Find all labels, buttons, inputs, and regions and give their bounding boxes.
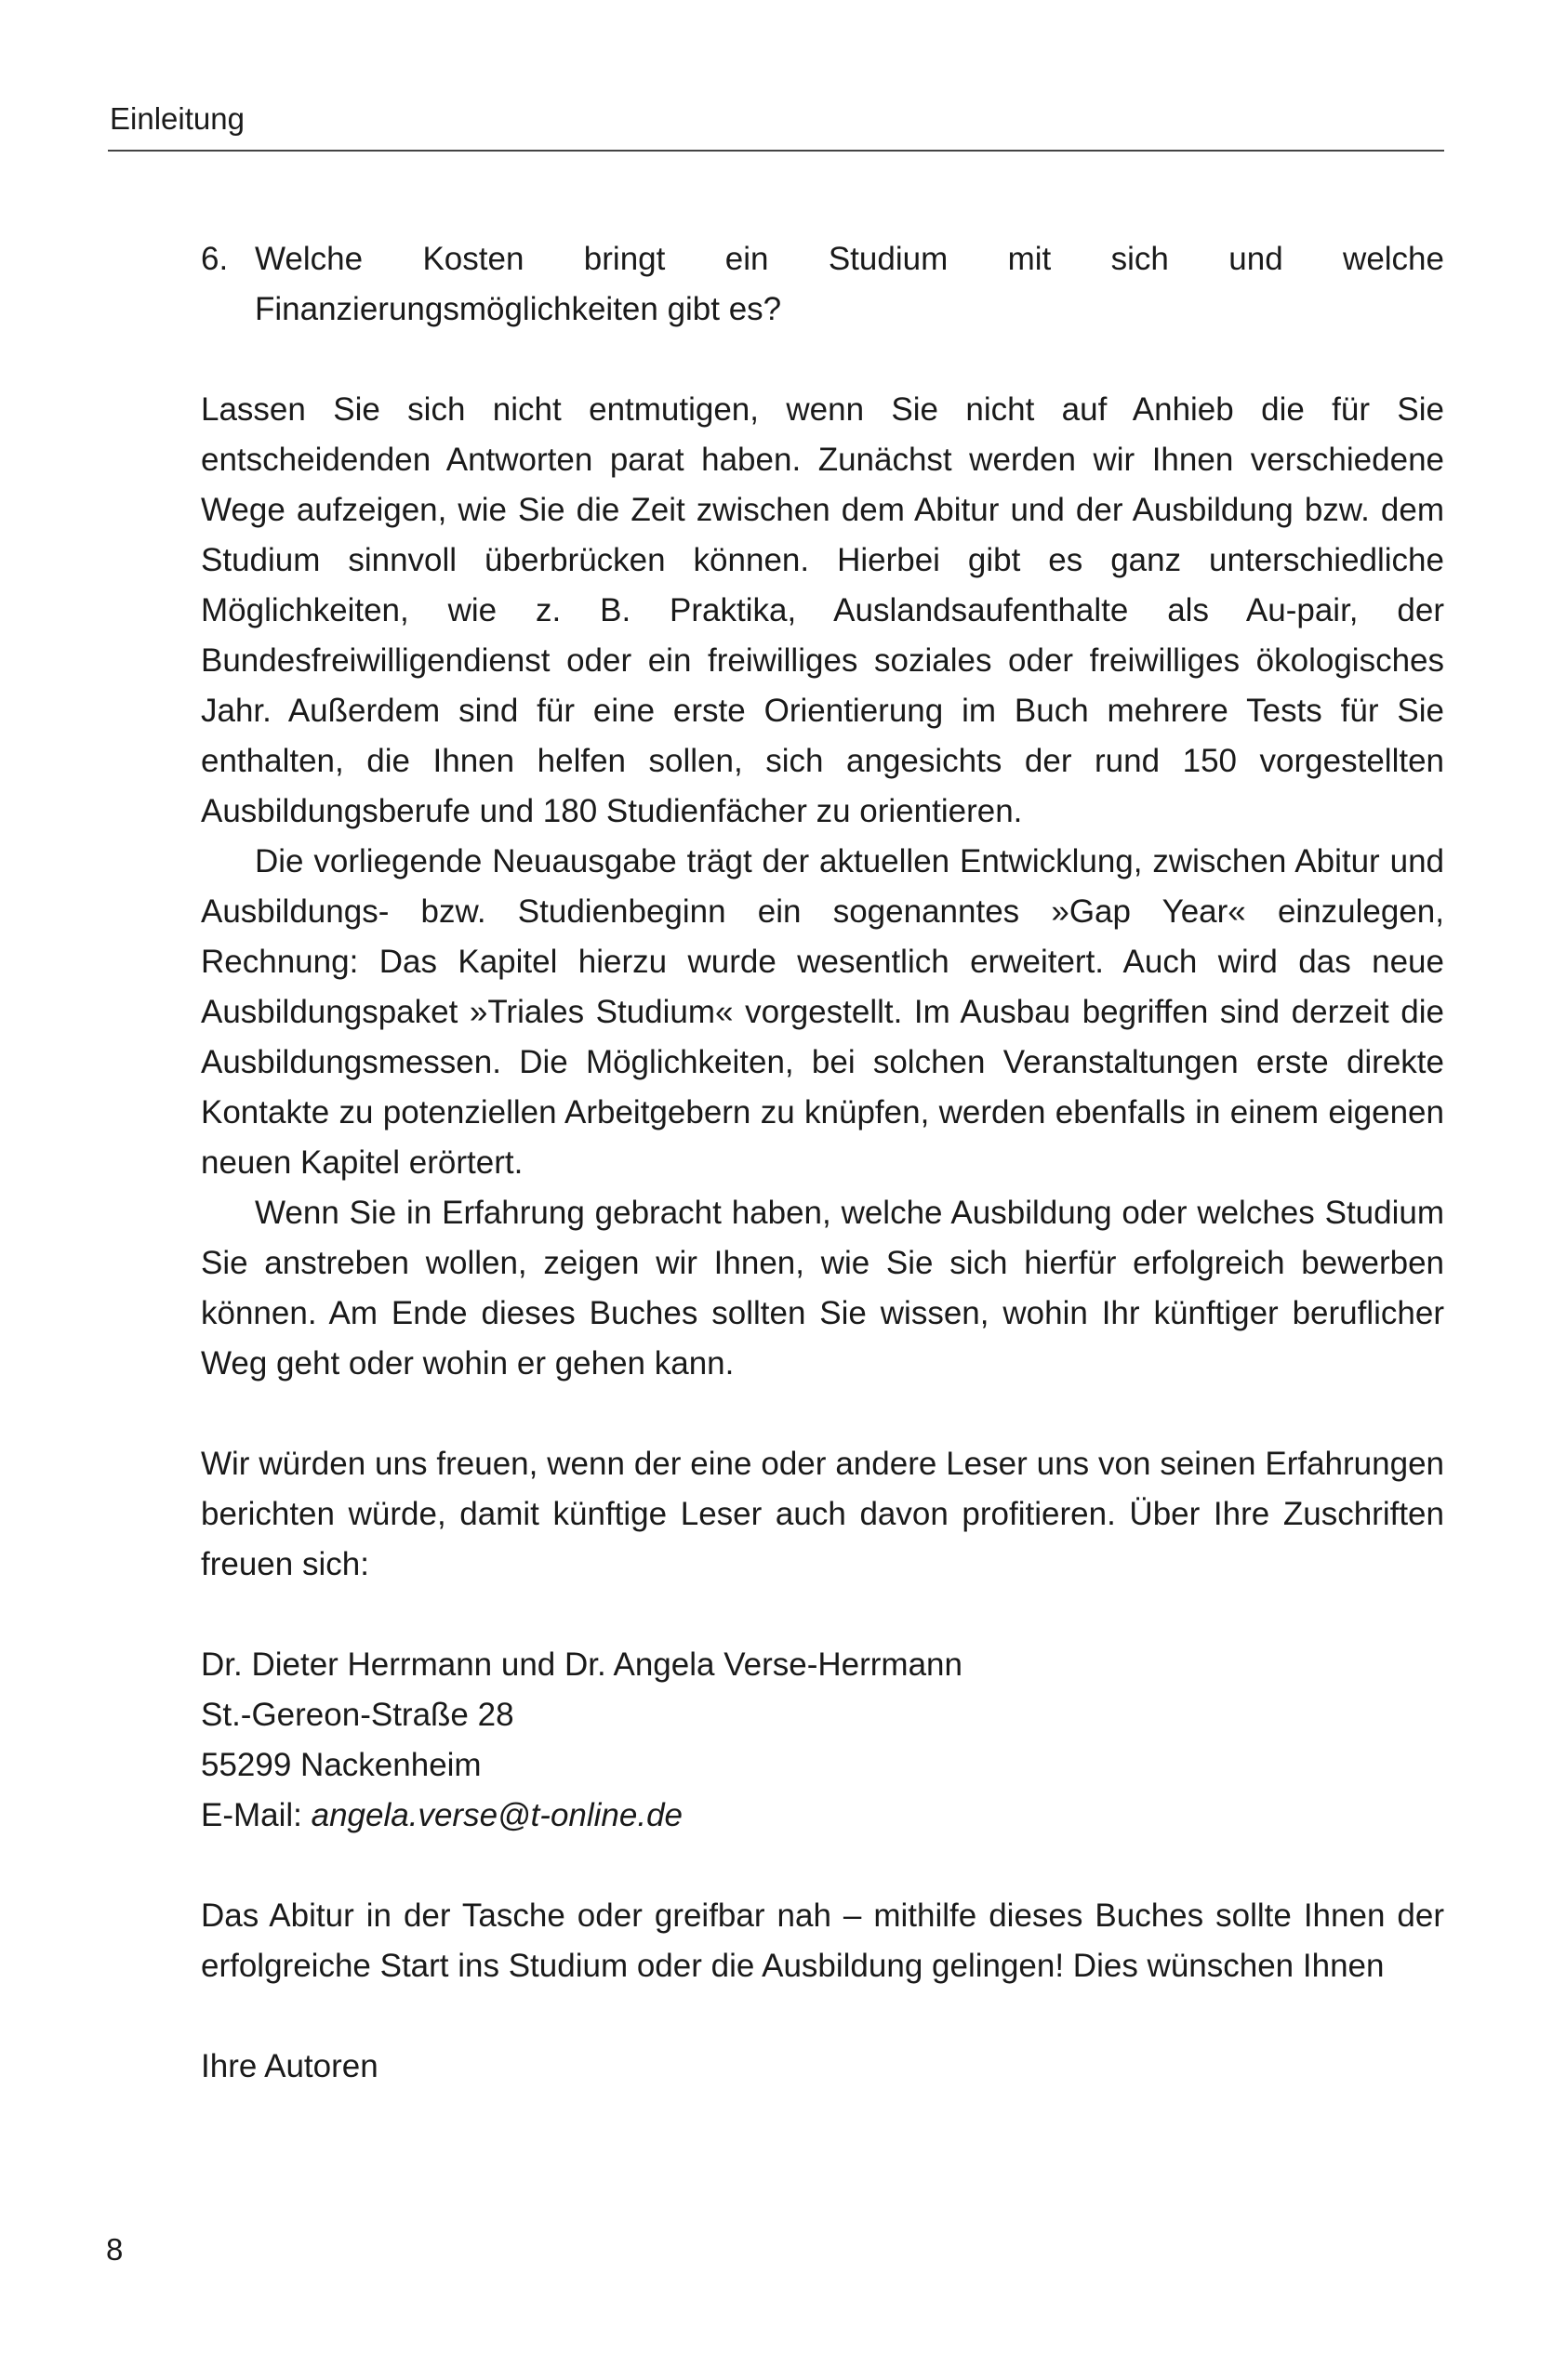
spacer — [201, 1389, 1444, 1439]
spacer — [201, 335, 1444, 385]
paragraph-application: Wenn Sie in Erfahrung gebracht haben, welche Ausbildung oder welches Studium Sie anstreben wollen, zeigen wir Ihnen, wie Sie sich hierfür erfolgreich bewerben können. Am Ende dieses Buches sollten Sie wissen, wohin Ihr künftiger beruflicher Weg geht oder wohin er gehen kann. — [201, 1195, 1444, 1382]
page-body — [201, 234, 1444, 2092]
list-item — [201, 234, 1444, 335]
running-head: Einleitung — [110, 101, 245, 136]
address-street: St.-Gereon-Straße 28 — [201, 1697, 514, 1733]
address-names: Dr. Dieter Herrmann und Dr. Angela Verse-Herrmann — [201, 1646, 962, 1683]
email-label: E-Mail: — [201, 1797, 312, 1833]
paragraph-feedback: Wir würden uns freuen, wenn der eine oder andere Leser uns von seinen Erfahrungen berichten würde, damit künftige Leser auch davon profitieren. Über Ihre Zuschriften freuen sich: — [201, 1446, 1444, 1582]
paragraph-new-edition: Die vorliegende Neuausgabe trägt der aktuellen Entwicklung, zwischen Abitur und Ausbildungs- bzw. Studienbeginn ein sogenanntes »Gap Year« einzulegen, Rechnung: Das Kapitel hierzu wurde wesentlich erweitert. Auch wird das neue Ausbildungspaket »Triales Studium« vorgestellt. Im Ausbau begriffen sind derzeit die Ausbildungsmessen. Die Möglichkeiten, bei solchen Veranstaltungen erste direkte Kontakte zu potenziellen Arbeitgebern zu knüpfen, werden ebenfalls in einem eigenen neuen Kapitel erörtert. — [201, 843, 1444, 1181]
list-item-number: 6. — [201, 241, 229, 277]
closing-signature: Ihre Autoren — [201, 2048, 378, 2084]
spacer — [201, 1841, 1444, 1891]
header-rule — [108, 150, 1444, 152]
address-email-line — [201, 1791, 1444, 1841]
address-city: 55299 Nackenheim — [201, 1747, 482, 1783]
paragraph-intro: Lassen Sie sich nicht entmutigen, wenn Sie nicht auf Anhieb die für Sie entscheidenden Antworten parat haben. Zunächst werden wir Ihnen verschiedene Wege aufzeigen, wie Sie die Zeit zwischen dem Abitur und der Ausbildung bzw. dem Studium sinnvoll überbrücken können. Hierbei gibt es ganz unterschiedliche Möglichkeiten, wie z. B. Praktika, Auslandsaufenthalte als Au-pair, der Bundesfreiwilligendienst oder ein freiwilliges soziales oder freiwilliges ökologisches Jahr. Außerdem sind für eine erste Orientierung im Buch mehrere Tests für Sie enthalten, die Ihnen helfen sollen, sich angesichts der rund 150 vorgestellten Ausbildungsberufe und 180 Studienfächer zu orientieren. — [201, 391, 1444, 829]
address-block — [201, 1640, 1444, 1841]
email-link[interactable]: angela.verse@t-online.de — [311, 1797, 684, 1833]
spacer — [201, 1590, 1444, 1640]
closing-wish: Das Abitur in der Tasche oder greifbar nah – mithilfe dieses Buches sollte Ihnen der erfolgreiche Start ins Studium oder die Ausbildung gelingen! Dies wünschen Ihnen — [201, 1897, 1444, 1984]
spacer — [201, 1991, 1444, 2042]
list-item-text: Welche Kosten bringt ein Studium mit sich und welche Finanzierungsmöglichkeiten gibt es? — [255, 241, 1444, 327]
page-number: 8 — [106, 2232, 124, 2267]
